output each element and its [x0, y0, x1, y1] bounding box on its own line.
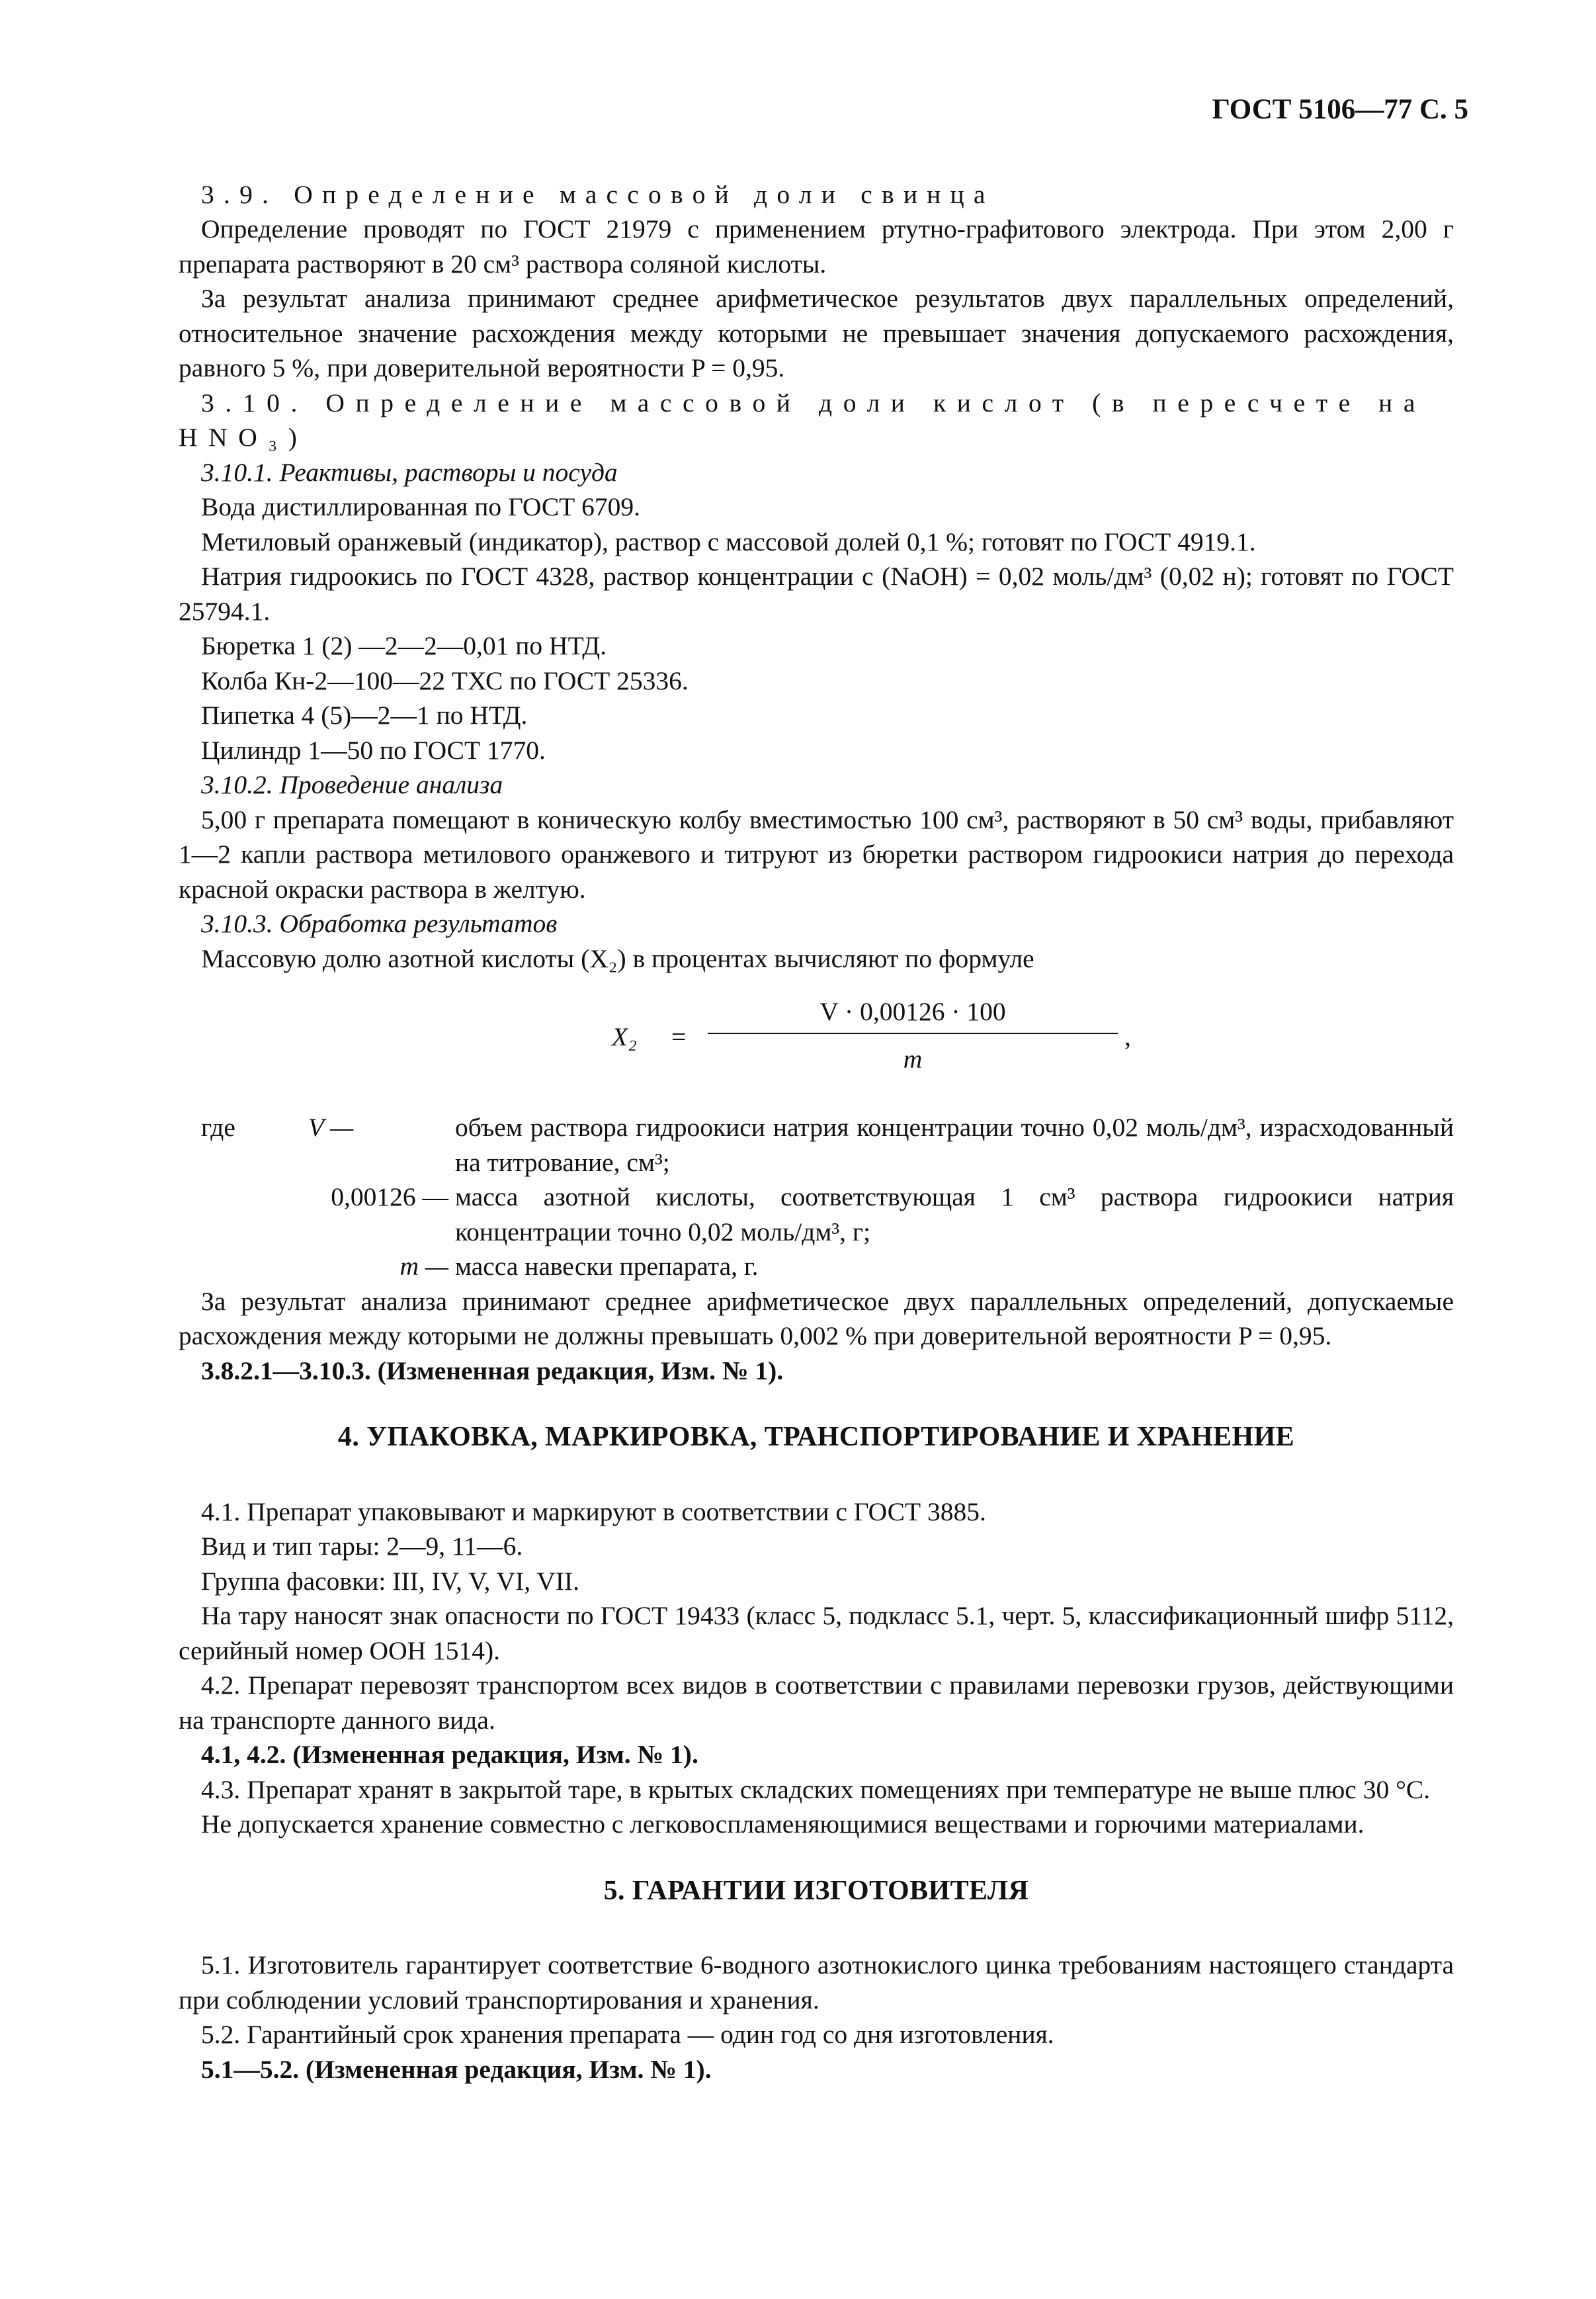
formula-x2	[179, 988, 1454, 1090]
section-4-paragraph: 4.2. Препарат перевозят транспортом всех видов в соответствии с правилами перевозки грузов, действующими на транспорте данного вида.	[179, 1670, 1454, 1735]
amendment-note: 3.8.2.1—3.10.3. (Измененная редакция, Изм. № 1).	[201, 1356, 784, 1385]
subsection-3-10-3-title: 3.10.3. Обработка результатов	[201, 909, 558, 938]
analysis-procedure-paragraph: 5,00 г препарата помещают в коническую колбу вместимостью 100 см³, растворяют в 50 см³ воды, прибавляют 1—2 капли раствора метилового оранжевого и титруют из бюретки раствором гидроокиси натрия до перехода красной окраски раствора в желтую.	[179, 804, 1454, 904]
section-3-9-title: 3.9. Определение массовой доли свинца	[201, 179, 995, 209]
definition-text: объем раствора гидроокиси натрия концентрации точно 0,02 моль/дм³, израсходованный на титрование, см³;	[455, 1113, 1454, 1177]
section-4-paragraph: Вид и тип тары: 2—9, 11—6.	[201, 1532, 523, 1561]
section-5-paragraph: 5.2. Гарантийный срок хранения препарата — один год со дня изготовления.	[201, 2020, 1054, 2049]
definition-symbol: m —	[399, 1252, 448, 1281]
formula-denominator: m	[903, 1045, 923, 1074]
subsection-3-10-2-title: 3.10.2. Проведение анализа	[201, 770, 503, 799]
formula-definitions	[179, 1110, 1454, 1284]
section-3-10-title: 3.10. Определение массовой доли кислот (в пересчете на HNO₃)	[179, 388, 1427, 452]
reagent-item: Бюретка 1 (2) —2—2—0,01 по НТД.	[201, 631, 607, 660]
section-5-title: 5. ГАРАНТИИ ИЗГОТОВИТЕЛЯ	[603, 1875, 1029, 1906]
definition-text: масса навески препарата, г.	[455, 1252, 759, 1281]
section-4-paragraph: 4.3. Препарат хранят в закрытой таре, в крытых складских помещениях при температуре не выше плюс 30 °С.	[201, 1774, 1431, 1804]
running-header: ГОСТ 5106—77 С. 5	[1212, 94, 1468, 125]
section-4-paragraph: На тару наносят знак опасности по ГОСТ 19433 (класс 5, подкласс 5.1, черт. 5, классификационный шифр 5112, серийный номер ООН 1514).	[179, 1601, 1454, 1665]
section-4-paragraph: 4.1. Препарат упаковывают и маркируют в соответствии с ГОСТ 3885.	[201, 1497, 986, 1526]
formula-intro: Массовую долю азотной кислоты (X₂) в процентах вычисляют по формуле	[201, 943, 1034, 973]
reagent-item: Натрия гидроокись по ГОСТ 4328, раствор концентрации с (NaOH) = 0,02 моль/дм³ (0,02 н); готовят по ГОСТ 25794.1.	[179, 562, 1454, 626]
section-4-title: 4. УПАКОВКА, МАРКИРОВКА, ТРАНСПОРТИРОВАНИЕ И ХРАНЕНИЕ	[337, 1422, 1295, 1452]
amendment-note: 5.1—5.2. (Измененная редакция, Изм. № 1).	[201, 2054, 712, 2084]
definition-symbol: 0,00126 —	[331, 1182, 448, 1211]
definition-symbol: где V —	[201, 1113, 354, 1142]
definition-row	[179, 1110, 1454, 1180]
definition-text: масса азотной кислоты, соответствующая 1 см³ раствора гидроокиси натрия концентрации точно 0,02 моль/дм³, г;	[455, 1182, 1454, 1246]
formula-equals: =	[671, 1022, 687, 1051]
section-3-9-paragraph-1: Определение проводят по ГОСТ 21979 с применением ртутно-графитового электрода. При этом 2,00 г препарата растворяют в 20 см³ раствора соляной кислоты.	[179, 214, 1454, 279]
formula-lhs: X₂	[612, 1022, 637, 1051]
reagent-item: Колба Кн-2—100—22 ТХС по ГОСТ 25336.	[201, 666, 689, 695]
section-3-9-paragraph-2: За результат анализа принимают среднее арифметическое результатов двух параллельных определений, относительное значение расхождения между которыми не превышает значения допускаемого расхождения, равного 5 %, при доверительной вероятности P = 0,95.	[179, 284, 1454, 382]
definition-row	[179, 1249, 1454, 1284]
formula-comma: ,	[1124, 1022, 1131, 1051]
fraction-bar	[708, 1033, 1118, 1034]
amendment-note: 4.1, 4.2. (Измененная редакция, Изм. № 1).	[201, 1740, 698, 1769]
reagent-item: Метиловый оранжевый (индикатор), раствор с массовой долей 0,1 %; готовят по ГОСТ 4919.1.	[201, 527, 1256, 556]
reagent-item: Пипетка 4 (5)—2—1 по НТД.	[201, 701, 528, 730]
reagent-item: Цилиндр 1—50 по ГОСТ 1770.	[201, 735, 546, 765]
subsection-3-10-1-title: 3.10.1. Реактивы, растворы и посуда	[201, 457, 618, 487]
definition-row	[179, 1180, 1454, 1249]
reagent-item: Вода дистиллированная по ГОСТ 6709.	[201, 492, 641, 521]
formula-numerator: V · 0,00126 · 100	[819, 997, 1006, 1026]
result-paragraph: За результат анализа принимают среднее арифметическое двух параллельных определений, допускаемые расхождения между которыми не должны превышать 0,002 % при доверительной вероятности P = 0,95.	[179, 1286, 1454, 1350]
section-4-paragraph: Группа фасовки: III, IV, V, VI, VII.	[201, 1566, 579, 1596]
section-5-paragraph: 5.1. Изготовитель гарантирует соответствие 6-водного азотнокислого цинка требованиям настоящего стандарта при соблюдении условий транспортирования и хранения.	[179, 1950, 1454, 2015]
section-4-paragraph: Не допускается хранение совместно с легковоспламеняющимися веществами и горючими материалами.	[201, 1809, 1365, 1839]
